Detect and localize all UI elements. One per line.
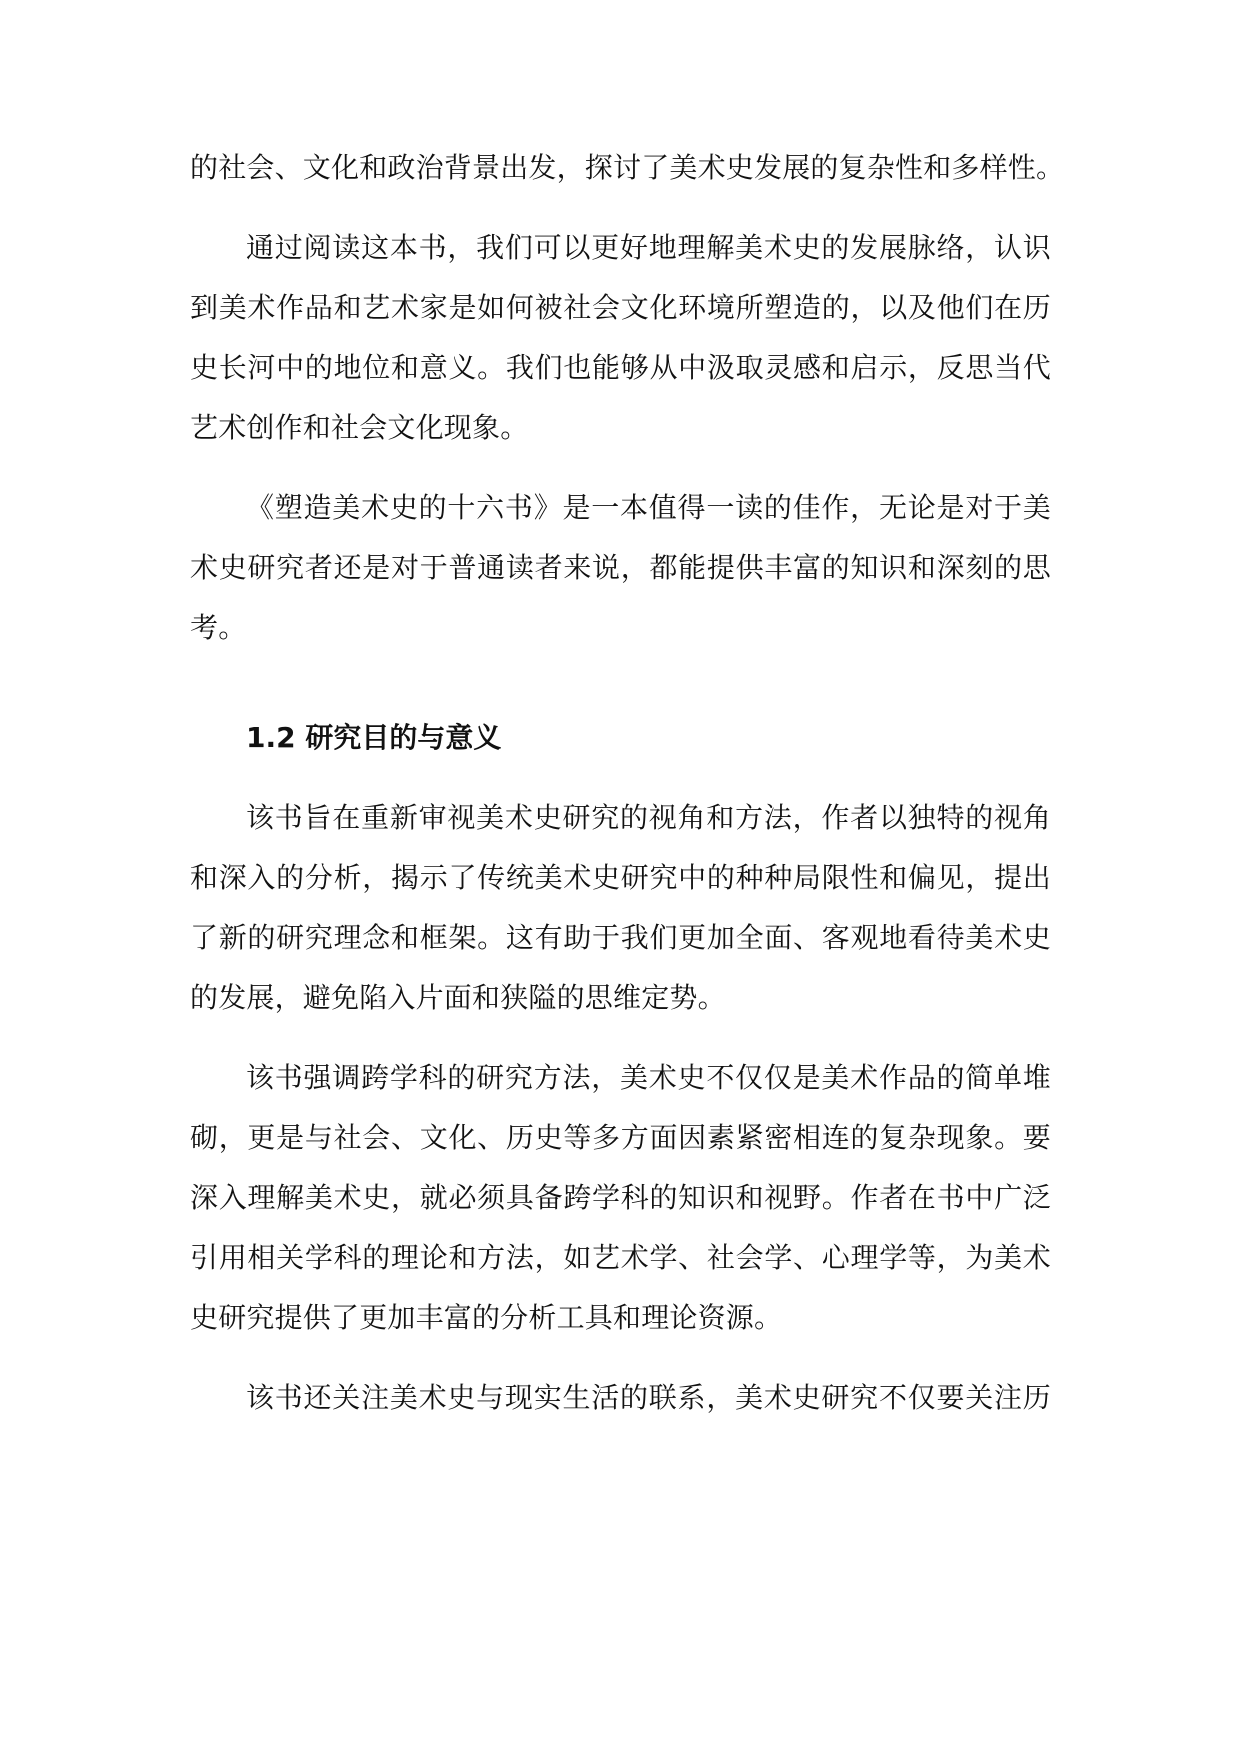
- text-line: 艺术创作和社会文化现象。: [190, 411, 529, 444]
- text-line: 了新的研究理念和框架。这有助于我们更加全面、客观地看待美术史: [190, 921, 1051, 954]
- paragraph-research-perspective: [190, 788, 1051, 1028]
- text-line: 术史研究者还是对于普通读者来说，都能提供丰富的知识和深刻的思: [190, 551, 1051, 584]
- paragraph-continuation: [190, 138, 1065, 198]
- text-line: 史研究提供了更加丰富的分析工具和理论资源。: [190, 1301, 783, 1334]
- paragraph-book-recommendation: [190, 478, 1051, 658]
- text-line: 的发展，避免陷入片面和狭隘的思维定势。: [190, 981, 726, 1014]
- text-line: 引用相关学科的理论和方法，如艺术学、社会学、心理学等，为美术: [190, 1241, 1051, 1274]
- text-line: 《塑造美术史的十六书》是一本值得一读的佳作，无论是对于美: [246, 491, 1051, 524]
- text-line: 史长河中的地位和意义。我们也能够从中汲取灵感和启示，反思当代: [190, 351, 1051, 384]
- text-line: 通过阅读这本书，我们可以更好地理解美术史的发展脉络，认识: [246, 231, 1051, 264]
- text-line: 砌，更是与社会、文化、历史等多方面因素紧密相连的复杂现象。要: [190, 1121, 1051, 1154]
- text-line: 该书还关注美术史与现实生活的联系，美术史研究不仅要关注历: [246, 1381, 1051, 1414]
- text-line: 该书强调跨学科的研究方法，美术史不仅仅是美术作品的简单堆: [246, 1061, 1051, 1094]
- paragraph-real-life-connection: [190, 1368, 1051, 1428]
- paragraph-interdisciplinary: [190, 1048, 1051, 1348]
- text-line: 的社会、文化和政治背景出发，探讨了美术史发展的复杂性和多样性。: [190, 151, 1065, 184]
- text-line: 和深入的分析，揭示了传统美术史研究中的种种局限性和偏见，提出: [190, 861, 1051, 894]
- text-line: 深入理解美术史，就必须具备跨学科的知识和视野。作者在书中广泛: [190, 1181, 1051, 1214]
- text-line: 该书旨在重新审视美术史研究的视角和方法，作者以独特的视角: [246, 801, 1051, 834]
- section-heading: 1.2 研究目的与意义: [246, 721, 502, 754]
- text-line: 考。: [190, 611, 247, 644]
- paragraph-reading-benefits: [190, 218, 1051, 458]
- text-line: 到美术作品和艺术家是如何被社会文化环境所塑造的，以及他们在历: [190, 291, 1051, 324]
